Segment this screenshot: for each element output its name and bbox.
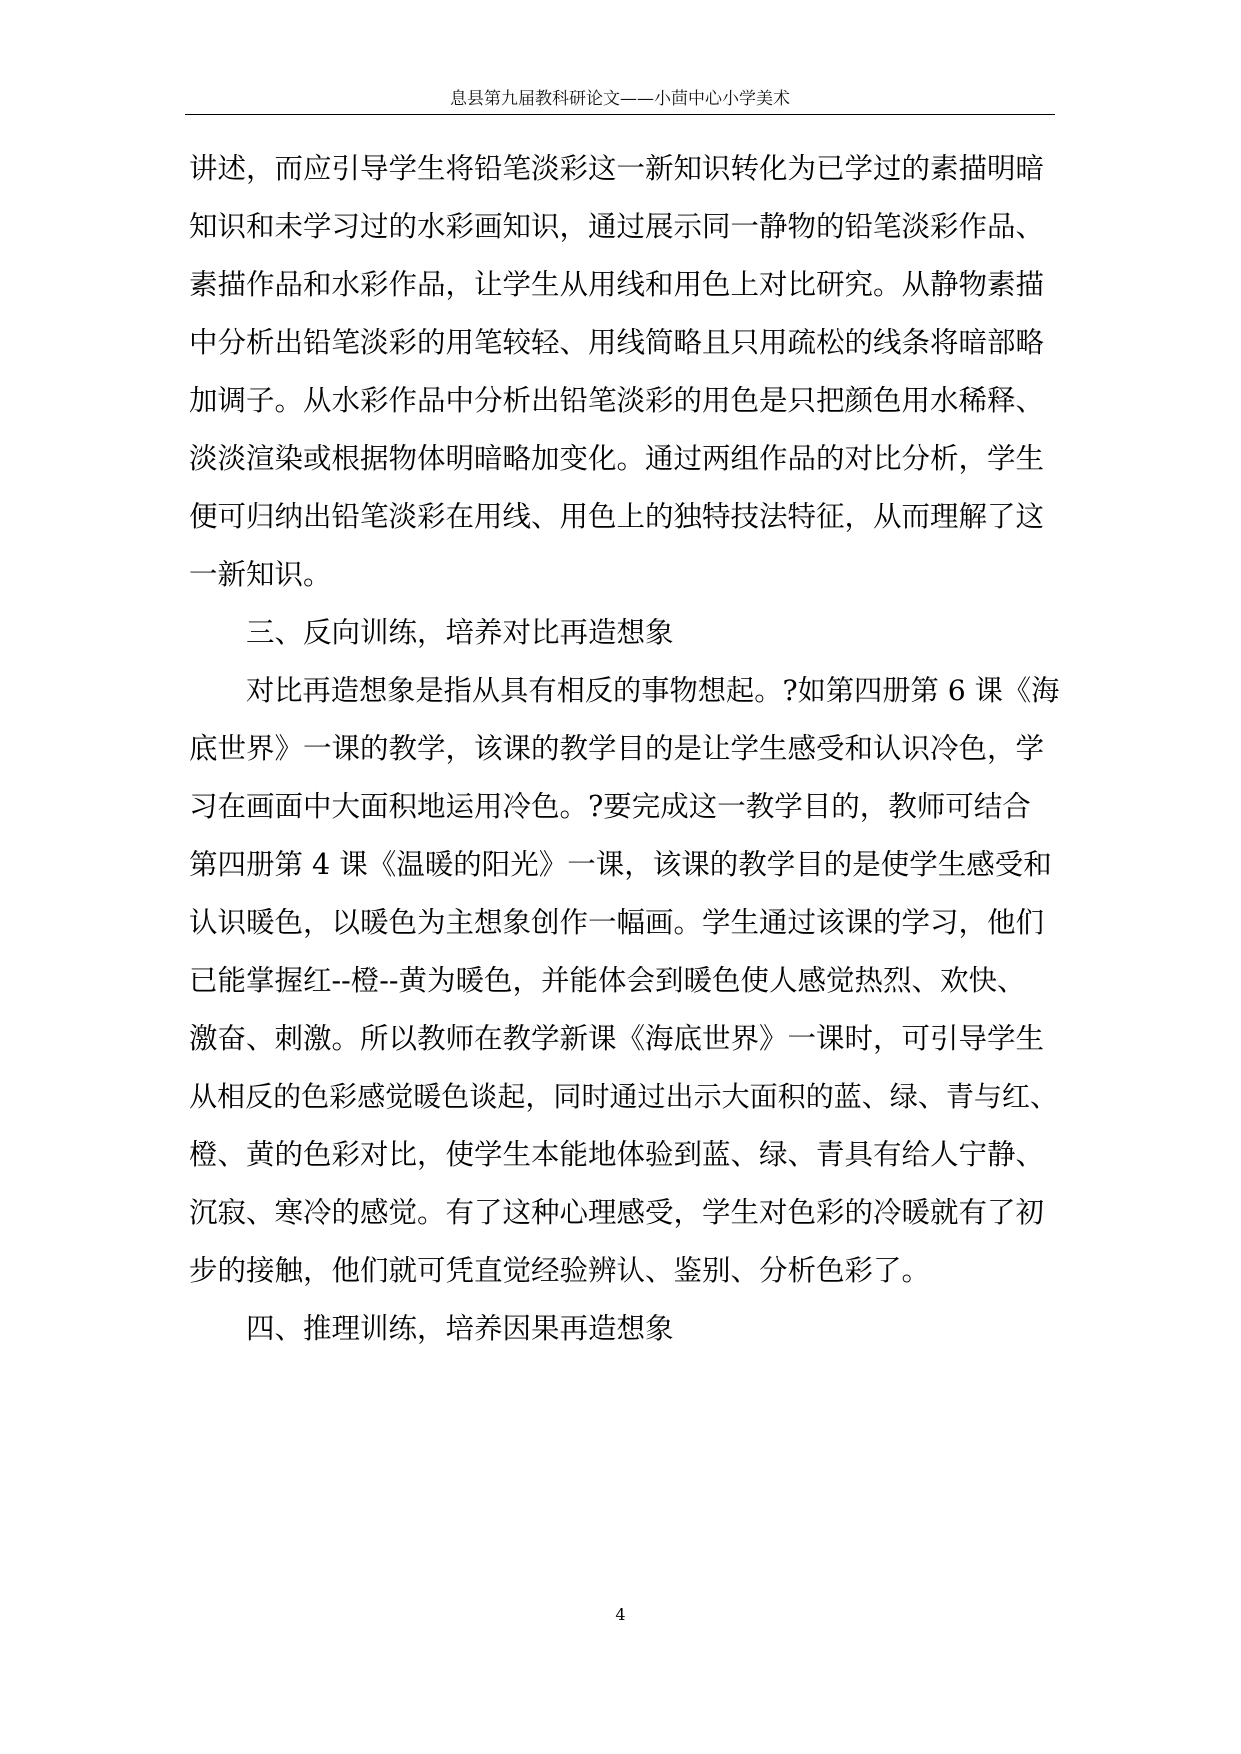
paragraph-line: 激奋、刺激。所以教师在教学新课《海底世界》一课时，可引导学生 <box>189 1022 1045 1055</box>
paragraph-line: 知识和未学习过的水彩画知识，通过展示同一静物的铅笔淡彩作品、 <box>189 210 1045 243</box>
paragraph-line: 便可归纳出铅笔淡彩在用线、用色上的独特技法特征，从而理解了这 <box>189 500 1045 533</box>
paragraph-line: 一新知识。 <box>189 558 332 591</box>
paragraph-line: 橙、黄的色彩对比，使学生本能地体验到蓝、绿、青具有给人宁静、 <box>189 1138 1045 1171</box>
header-divider <box>185 114 1055 115</box>
paragraph-line: 底世界》一课的教学，该课的教学目的是让学生感受和认识冷色，学 <box>189 732 1045 765</box>
paragraph-line: 加调子。从水彩作品中分析出铅笔淡彩的用色是只把颜色用水稀释、 <box>189 384 1045 417</box>
section-heading: 四、推理训练，培养因果再造想象 <box>246 1312 674 1345</box>
paragraph-line: 沉寂、寒冷的感觉。有了这种心理感受，学生对色彩的冷暖就有了初 <box>189 1196 1045 1229</box>
body-text <box>189 140 1059 1358</box>
paragraph-line: 中分析出铅笔淡彩的用笔较轻、用线简略且只用疏松的线条将暗部略 <box>189 326 1045 359</box>
paragraph-line: 第四册第 4 课《温暖的阳光》一课，该课的教学目的是使学生感受和 <box>189 848 1052 881</box>
page-number: 4 <box>615 1605 626 1624</box>
section-heading: 三、反向训练，培养对比再造想象 <box>246 616 674 649</box>
paragraph-line: 步的接触，他们就可凭直觉经验辨认、鉴别、分析色彩了。 <box>189 1254 931 1287</box>
paragraph-line: 认识暖色，以暖色为主想象创作一幅画。学生通过该课的学习，他们 <box>189 906 1045 939</box>
paragraph-line: 已能掌握红--橙--黄为暖色，并能体会到暖色使人感觉热烈、欢快、 <box>189 964 1026 997</box>
page-header-title: 息县第九届教科研论文——小茴中心小学美术 <box>450 89 790 109</box>
paragraph-line: 讲述，而应引导学生将铅笔淡彩这一新知识转化为已学过的素描明暗 <box>189 152 1045 185</box>
paragraph-line: 素描作品和水彩作品，让学生从用线和用色上对比研究。从静物素描 <box>189 268 1045 301</box>
paragraph-line: 从相反的色彩感觉暖色谈起，同时通过出示大面积的蓝、绿、青与红、 <box>189 1080 1058 1113</box>
paragraph-line: 习在画面中大面积地运用冷色。?要完成这一教学目的，教师可结合 <box>189 790 1031 823</box>
paragraph-line: 淡淡渲染或根据物体明暗略加变化。通过两组作品的对比分析，学生 <box>189 442 1045 475</box>
paragraph-line: 对比再造想象是指从具有相反的事物想起。?如第四册第 6 课《海 <box>246 674 1060 707</box>
